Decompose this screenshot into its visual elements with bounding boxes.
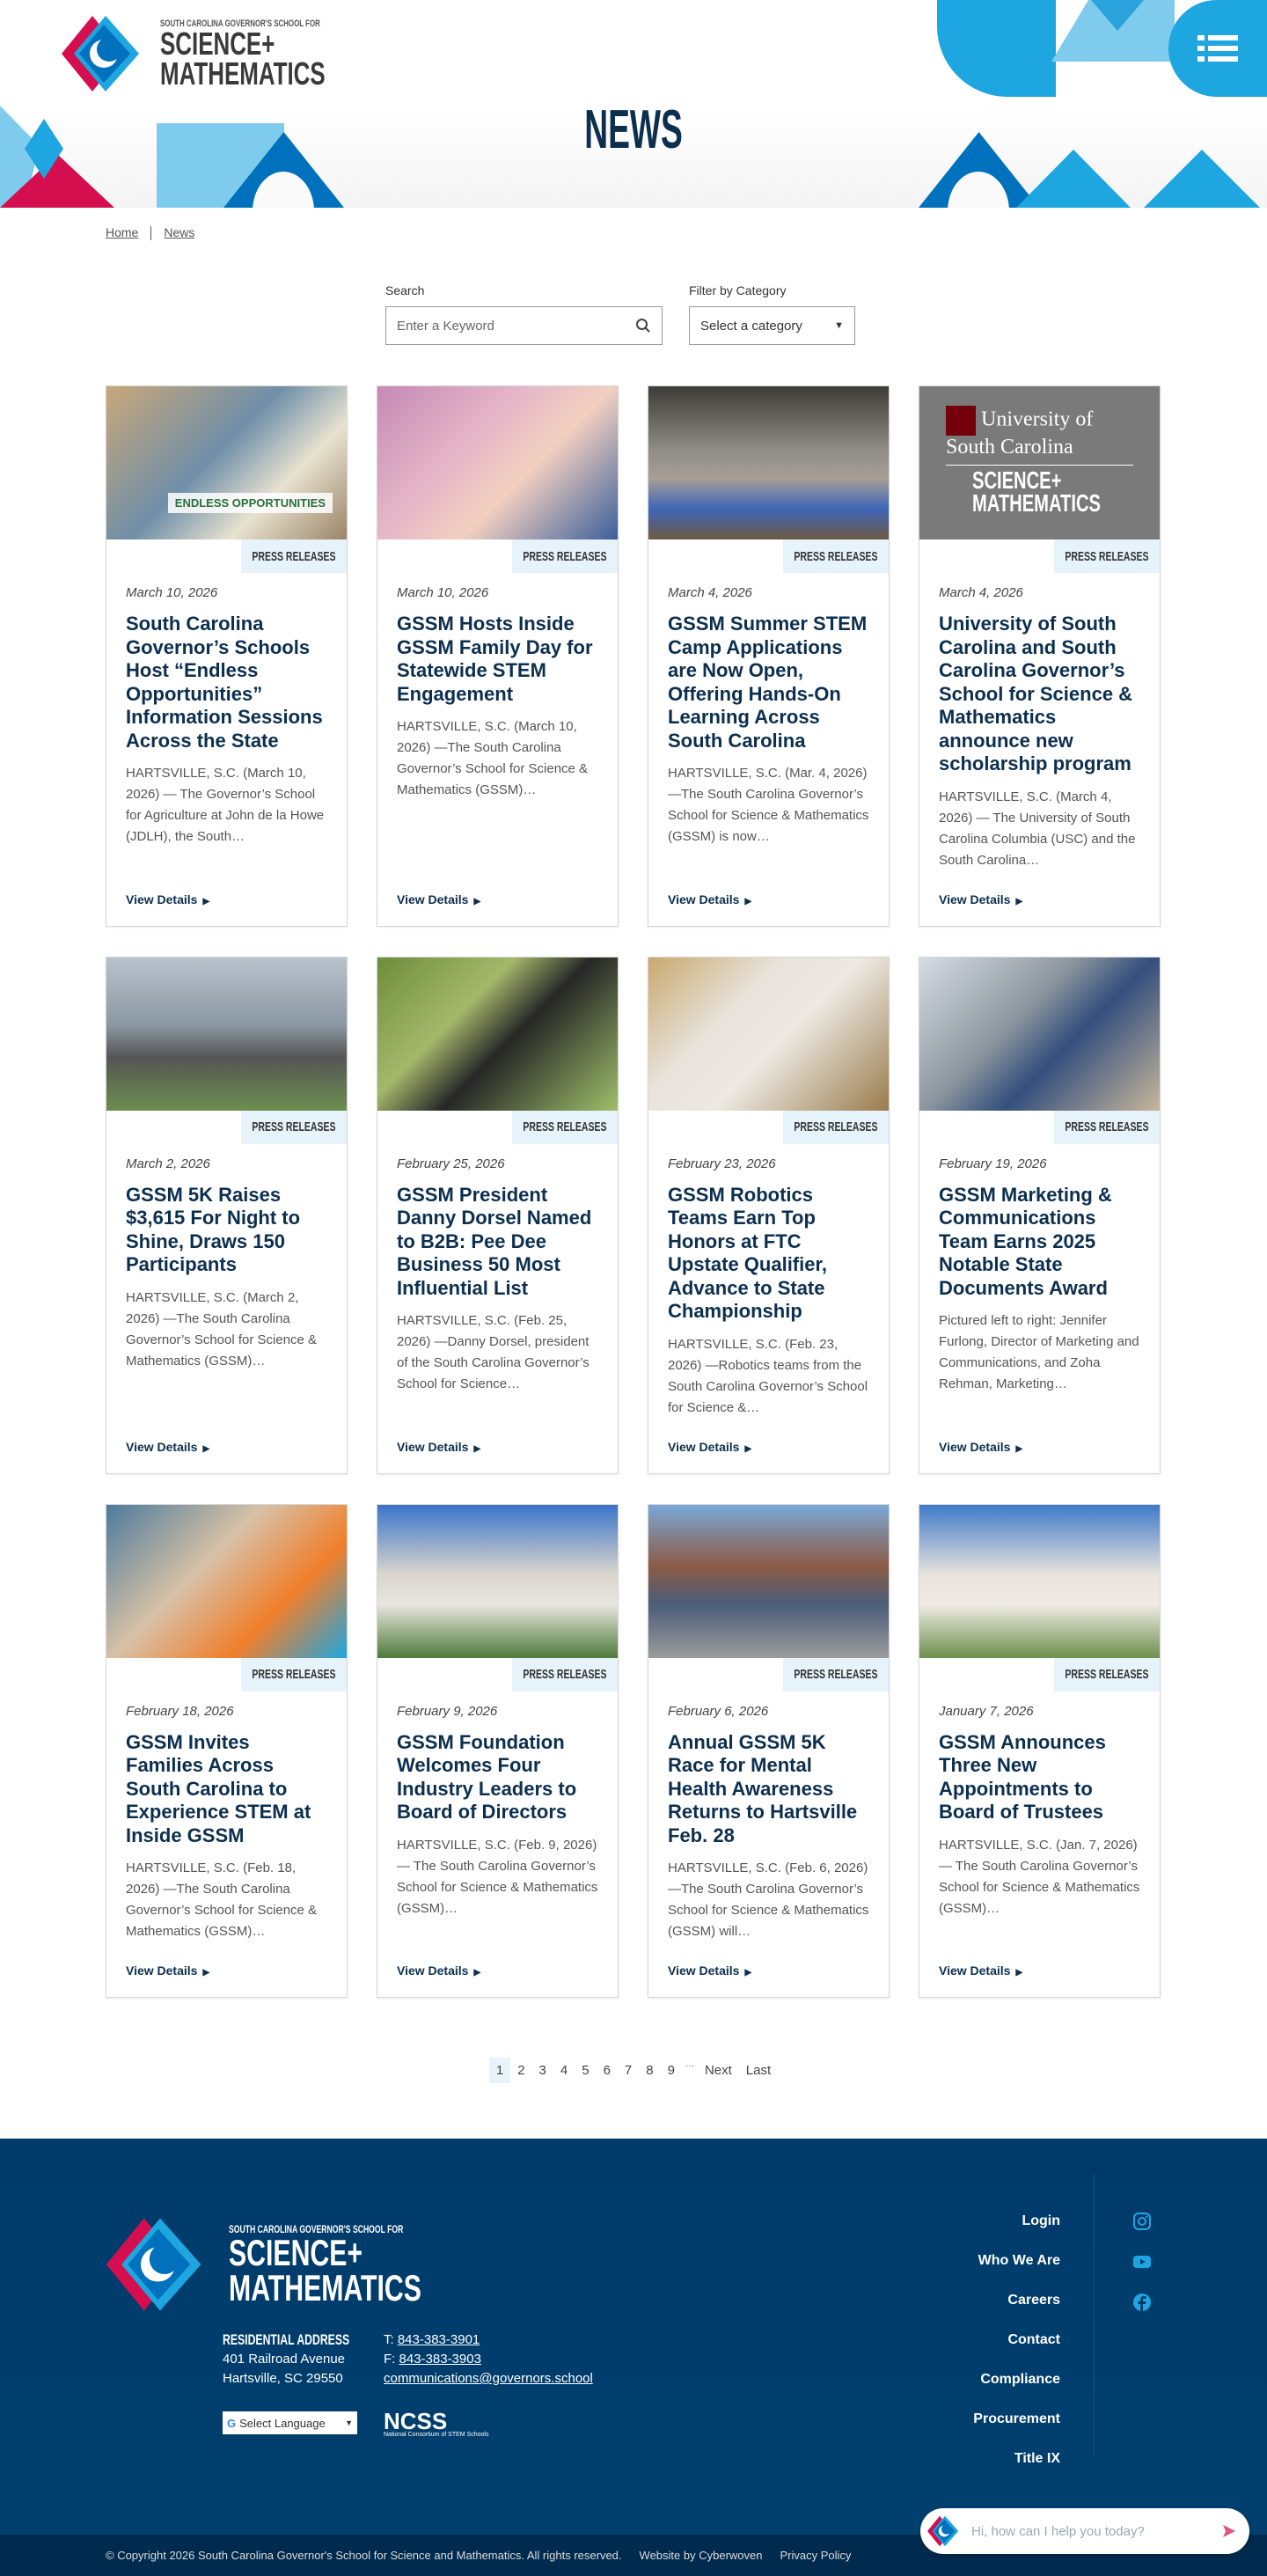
news-card-image[interactable] xyxy=(377,1505,618,1658)
website-by-label: Website by xyxy=(639,2549,696,2562)
fax-prefix: F: xyxy=(384,2352,396,2367)
news-excerpt: HARTSVILLE, S.C. (Feb. 6, 2026) —The South Carolina Governor’s School for Science & Mathematics (GSSM) will… xyxy=(668,1860,869,1939)
news-card-image[interactable] xyxy=(106,958,347,1111)
news-card[interactable] xyxy=(106,1504,348,1999)
news-card[interactable] xyxy=(648,1504,890,1999)
image-logo-text: SCIENCE+ xyxy=(972,466,1062,494)
footer-nav-link[interactable]: Careers xyxy=(1007,2293,1060,2308)
image-caption: University of South Carolina xyxy=(946,407,1094,459)
caret-right-icon: ▶ xyxy=(744,896,752,906)
news-date: March 4, 2026 xyxy=(939,585,1023,600)
phone-prefix: T: xyxy=(384,2332,394,2347)
address-line-2: Hartsville, SC 29550 xyxy=(223,2371,343,2386)
news-title[interactable]: GSSM Foundation Welcomes Four Industry Leaders to Board of Directors xyxy=(397,1730,577,1823)
category-tag[interactable]: PRESS RELEASES xyxy=(512,539,618,573)
caret-right-icon: ▶ xyxy=(473,1968,481,1978)
view-details-link[interactable]: View Details ▶ xyxy=(397,1439,481,1454)
news-excerpt: HARTSVILLE, S.C. (Jan. 7, 2026) — The South Carolina Governor’s School for Science & Mathematics (GSSM)… xyxy=(939,1837,1140,1916)
footer-logo-science: SCIENCE+ xyxy=(229,2232,363,2273)
news-date: February 9, 2026 xyxy=(397,1703,498,1719)
caret-down-icon: ▼ xyxy=(345,2418,353,2427)
logo-line-science: SCIENCE+ xyxy=(160,26,275,62)
news-grid xyxy=(106,385,1161,1998)
category-tag[interactable]: PRESS RELEASES xyxy=(512,1111,618,1144)
caret-right-icon: ▶ xyxy=(202,1968,210,1978)
youtube-icon[interactable] xyxy=(1132,2251,1153,2272)
news-card[interactable] xyxy=(919,957,1161,1474)
news-date: March 2, 2026 xyxy=(126,1156,210,1171)
image-logo-text: MATHEMATICS xyxy=(972,489,1101,517)
news-card-image[interactable] xyxy=(377,386,618,539)
news-date: February 23, 2026 xyxy=(668,1156,776,1171)
news-card[interactable] xyxy=(648,957,890,1474)
ncss-logo[interactable] xyxy=(384,2408,488,2438)
footer-nav-link[interactable]: Procurement xyxy=(973,2411,1060,2426)
menu-button[interactable] xyxy=(1168,0,1267,97)
search-field[interactable] xyxy=(385,306,663,345)
language-label: Select Language xyxy=(239,2416,326,2430)
news-title[interactable]: GSSM Marketing & Communications Team Earns 2025 Notable State Documents Award xyxy=(939,1183,1112,1299)
footer-nav-link[interactable]: Contact xyxy=(1007,2332,1060,2347)
caret-right-icon: ▶ xyxy=(473,896,481,906)
news-card-image[interactable] xyxy=(106,1505,347,1658)
breadcrumb xyxy=(106,225,194,240)
news-date: February 19, 2026 xyxy=(939,1156,1047,1171)
address-line-1: 401 Railroad Avenue xyxy=(223,2352,345,2367)
page-link[interactable]: 7 xyxy=(624,2063,633,2078)
category-label: Filter by Category xyxy=(689,283,787,297)
news-card[interactable] xyxy=(106,385,348,927)
fax-link[interactable]: 843-383-3903 xyxy=(399,2352,481,2367)
footer-nav-link[interactable]: Who We Are xyxy=(978,2253,1060,2268)
page-link[interactable]: 6 xyxy=(603,2063,611,2078)
view-details-link[interactable]: View Details ▶ xyxy=(939,1963,1023,1978)
pagination-ellipsis: … xyxy=(685,2059,694,2069)
page-link[interactable]: 2 xyxy=(517,2063,525,2078)
news-card[interactable] xyxy=(377,1504,619,1999)
chat-widget[interactable] xyxy=(920,2508,1249,2554)
image-caption: ENDLESS OPPORTUNITIES xyxy=(168,493,333,513)
caret-right-icon: ▶ xyxy=(1015,896,1023,906)
caret-right-icon: ▶ xyxy=(202,1443,210,1454)
breadcrumb-home[interactable]: Home xyxy=(106,225,139,239)
news-title[interactable]: Annual GSSM 5K Race for Mental Health Awareness Returns to Hartsville Feb. 28 xyxy=(668,1730,858,1846)
view-details-link[interactable]: View Details ▶ xyxy=(668,1439,752,1454)
caret-right-icon: ▶ xyxy=(744,1443,752,1454)
news-excerpt: HARTSVILLE, S.C. (March 4, 2026) — The University of South Carolina Columbia (USC) and the South Carolina… xyxy=(939,789,1136,868)
caret-right-icon: ▶ xyxy=(202,896,210,906)
news-title[interactable]: GSSM Hosts Inside GSSM Family Day for Statewide STEM Engagement xyxy=(397,613,593,705)
news-card-image[interactable] xyxy=(648,386,889,539)
news-card[interactable] xyxy=(919,1504,1161,1999)
page-link[interactable]: 9 xyxy=(667,2063,675,2078)
news-card[interactable] xyxy=(648,385,890,927)
news-title[interactable]: GSSM 5K Raises $3,615 For Night to Shine, Draws 150 Participants xyxy=(126,1183,301,1275)
news-title[interactable]: University of South Carolina and South Carolina Governor’s School for Science & Mathematics announce new scholarship program xyxy=(939,613,1133,774)
logo-tagline: SOUTH CAROLINA GOVERNOR'S SCHOOL FOR xyxy=(160,18,320,29)
view-details-link[interactable]: View Details ▶ xyxy=(397,1963,481,1978)
logo-diamond-icon xyxy=(62,14,150,93)
news-title[interactable]: GSSM President Danny Dorsel Named to B2B: Pee Dee Business 50 Most Influential List xyxy=(397,1183,592,1299)
google-g-icon: G xyxy=(227,2416,237,2430)
view-details-link[interactable]: View Details ▶ xyxy=(939,892,1023,906)
news-card-image[interactable] xyxy=(106,386,347,539)
news-date: February 6, 2026 xyxy=(668,1703,769,1719)
decor-shape xyxy=(937,0,1056,97)
category-tag[interactable]: PRESS RELEASES xyxy=(241,539,347,573)
news-date: February 18, 2026 xyxy=(126,1703,234,1719)
news-card[interactable] xyxy=(919,385,1161,927)
news-excerpt: HARTSVILLE, S.C. (March 2, 2026) —The South Carolina Governor’s School for Science & Mathematics (GSSM)… xyxy=(126,1289,318,1369)
phone-link[interactable]: 843-383-3901 xyxy=(397,2332,480,2347)
news-title[interactable]: South Carolina Governor’s Schools Host “Endless Opportunities” Information Sessions Across the State xyxy=(126,613,323,752)
chat-input[interactable] xyxy=(971,2524,1212,2539)
footer-nav-link[interactable]: Compliance xyxy=(980,2372,1060,2387)
email-link[interactable]: communications@governors.school xyxy=(384,2371,593,2386)
category-tag[interactable]: PRESS RELEASES xyxy=(1054,539,1160,573)
caret-right-icon: ▶ xyxy=(473,1443,481,1454)
news-date: January 7, 2026 xyxy=(939,1703,1034,1719)
next-page-link[interactable]: Next xyxy=(704,2063,732,2078)
category-tag[interactable]: PRESS RELEASES xyxy=(783,1111,889,1144)
ncss-subtitle: National Consortium of STEM Schools xyxy=(384,2432,489,2438)
list-menu-icon xyxy=(1197,33,1238,63)
footer-nav-link[interactable]: Title IX xyxy=(1014,2451,1060,2466)
category-tag[interactable]: PRESS RELEASES xyxy=(512,1658,618,1692)
footer-logo-mathematics: MATHEMATICS xyxy=(229,2267,421,2308)
search-icon[interactable] xyxy=(635,318,651,334)
page-link[interactable]: 1 xyxy=(489,2058,510,2083)
site-header xyxy=(0,0,1267,208)
news-card[interactable] xyxy=(106,957,348,1474)
search-label: Search xyxy=(385,283,425,297)
language-select[interactable] xyxy=(223,2411,357,2434)
search-input[interactable] xyxy=(397,319,635,334)
category-tag[interactable]: PRESS RELEASES xyxy=(241,1658,347,1692)
footer-divider xyxy=(1094,2174,1095,2455)
ncss-name: NCSS xyxy=(384,2408,448,2434)
news-title[interactable]: GSSM Robotics Teams Earn Top Honors at FTC Upstate Qualifier, Advance to State Championship xyxy=(668,1183,827,1322)
send-icon[interactable] xyxy=(1221,2523,1237,2539)
view-details-link[interactable]: View Details ▶ xyxy=(126,1439,210,1454)
category-tag[interactable]: PRESS RELEASES xyxy=(1054,1658,1160,1692)
news-card-image[interactable] xyxy=(648,958,889,1111)
category-tag[interactable]: PRESS RELEASES xyxy=(1054,1111,1160,1144)
view-details-link[interactable]: View Details ▶ xyxy=(126,892,210,906)
news-excerpt: HARTSVILLE, S.C. (Feb. 25, 2026) —Danny Dorsel, president of the South Carolina Governor’s School for Science… xyxy=(397,1313,590,1391)
chat-logo-icon xyxy=(927,2514,963,2549)
caret-right-icon: ▶ xyxy=(1015,1968,1023,1978)
news-date: March 10, 2026 xyxy=(126,585,218,600)
page-link[interactable]: 8 xyxy=(646,2063,654,2078)
page-link[interactable]: 3 xyxy=(538,2063,546,2078)
breadcrumb-news[interactable]: News xyxy=(164,225,195,239)
news-excerpt: HARTSVILLE, S.C. (Feb. 9, 2026) — The South Carolina Governor’s School for Science & Mathematics (GSSM)… xyxy=(397,1837,598,1916)
news-card[interactable] xyxy=(377,385,619,927)
instagram-icon[interactable] xyxy=(1132,2211,1153,2232)
news-excerpt: HARTSVILLE, S.C. (Feb. 23, 2026) —Robotics teams from the South Carolina Governor’s School for Science &… xyxy=(668,1336,868,1415)
social-links xyxy=(1132,2211,1153,2313)
page-title: NEWS xyxy=(584,99,683,160)
caret-right-icon: ▶ xyxy=(1015,1443,1023,1454)
pagination xyxy=(0,2058,1267,2083)
news-excerpt: HARTSVILLE, S.C. (Feb. 18, 2026) —The South Carolina Governor’s School for Science & Mathematics (GSSM)… xyxy=(126,1860,318,1939)
view-details-link[interactable]: View Details ▶ xyxy=(126,1963,210,1978)
news-title[interactable]: GSSM Announces Three New Appointments to Board of Trustees xyxy=(939,1730,1106,1823)
news-card-image[interactable] xyxy=(919,1505,1160,1658)
footer-logo-tagline: SOUTH CAROLINA GOVERNOR'S SCHOOL FOR xyxy=(229,2223,404,2235)
agency-link[interactable]: Cyberwoven xyxy=(699,2549,763,2562)
last-page-link[interactable]: Last xyxy=(745,2063,772,2078)
facebook-icon[interactable] xyxy=(1132,2292,1153,2313)
category-value: Select a category xyxy=(700,318,802,334)
news-card-image[interactable] xyxy=(919,958,1160,1111)
footer-address xyxy=(223,2330,399,2389)
news-date: March 10, 2026 xyxy=(397,585,489,600)
news-excerpt: HARTSVILLE, S.C. (Mar. 4, 2026) —The South Carolina Governor’s School for Science & Mathematics (GSSM) is now… xyxy=(668,766,869,844)
page-link[interactable]: 5 xyxy=(582,2063,590,2078)
news-card-image[interactable] xyxy=(648,1505,889,1658)
news-title[interactable]: GSSM Summer STEM Camp Applications are Now Open, Offering Hands-On Learning Across South Carolina xyxy=(668,613,868,752)
news-date: March 4, 2026 xyxy=(668,585,752,600)
footer-logo[interactable] xyxy=(106,2216,496,2313)
caret-down-icon: ▼ xyxy=(834,320,844,331)
address-heading: RESIDENTIAL ADDRESS xyxy=(223,2331,350,2348)
news-title[interactable]: GSSM Invites Families Across South Carolina to Experience STEM at Inside GSSM xyxy=(126,1730,311,1846)
view-details-link[interactable]: View Details ▶ xyxy=(668,1963,752,1978)
logo-diamond-icon xyxy=(106,2216,215,2313)
footer-nav xyxy=(973,2209,1060,2486)
site-logo[interactable] xyxy=(62,14,390,93)
category-select[interactable] xyxy=(689,306,855,345)
footer-contact xyxy=(384,2330,593,2389)
view-details-link[interactable]: View Details ▶ xyxy=(668,892,752,906)
privacy-policy-link[interactable]: Privacy Policy xyxy=(780,2549,852,2562)
page-link[interactable]: 4 xyxy=(560,2063,568,2078)
view-details-link[interactable]: View Details ▶ xyxy=(939,1439,1023,1454)
caret-right-icon: ▶ xyxy=(744,1968,752,1978)
view-details-link[interactable]: View Details ▶ xyxy=(397,892,481,906)
copyright: © Copyright 2026 South Carolina Governor's School for Science and Mathematics. All rights reserved. xyxy=(106,2549,622,2562)
news-date: February 25, 2026 xyxy=(397,1156,505,1171)
news-excerpt: HARTSVILLE, S.C. (March 10, 2026) —The South Carolina Governor’s School for Science & Mathematics (GSSM)… xyxy=(397,719,589,797)
logo-line-mathematics: MATHEMATICS xyxy=(160,55,326,92)
category-tag[interactable]: PRESS RELEASES xyxy=(241,1111,347,1144)
category-tag[interactable]: PRESS RELEASES xyxy=(783,539,889,573)
news-card-image[interactable] xyxy=(919,386,1160,539)
footer-nav-link[interactable]: Login xyxy=(1022,2213,1060,2228)
news-card[interactable] xyxy=(377,957,619,1474)
news-excerpt: HARTSVILLE, S.C. (March 10, 2026) — The Governor’s School for Agriculture at John de la Howe (JDLH), the South… xyxy=(126,766,325,844)
breadcrumb-separator xyxy=(150,226,151,240)
news-card-image[interactable] xyxy=(377,958,618,1111)
news-excerpt: Pictured left to right: Jennifer Furlong, Director of Marketing and Communications, and Zoha Rehman, Marketing… xyxy=(939,1313,1139,1391)
category-tag[interactable]: PRESS RELEASES xyxy=(783,1658,889,1692)
